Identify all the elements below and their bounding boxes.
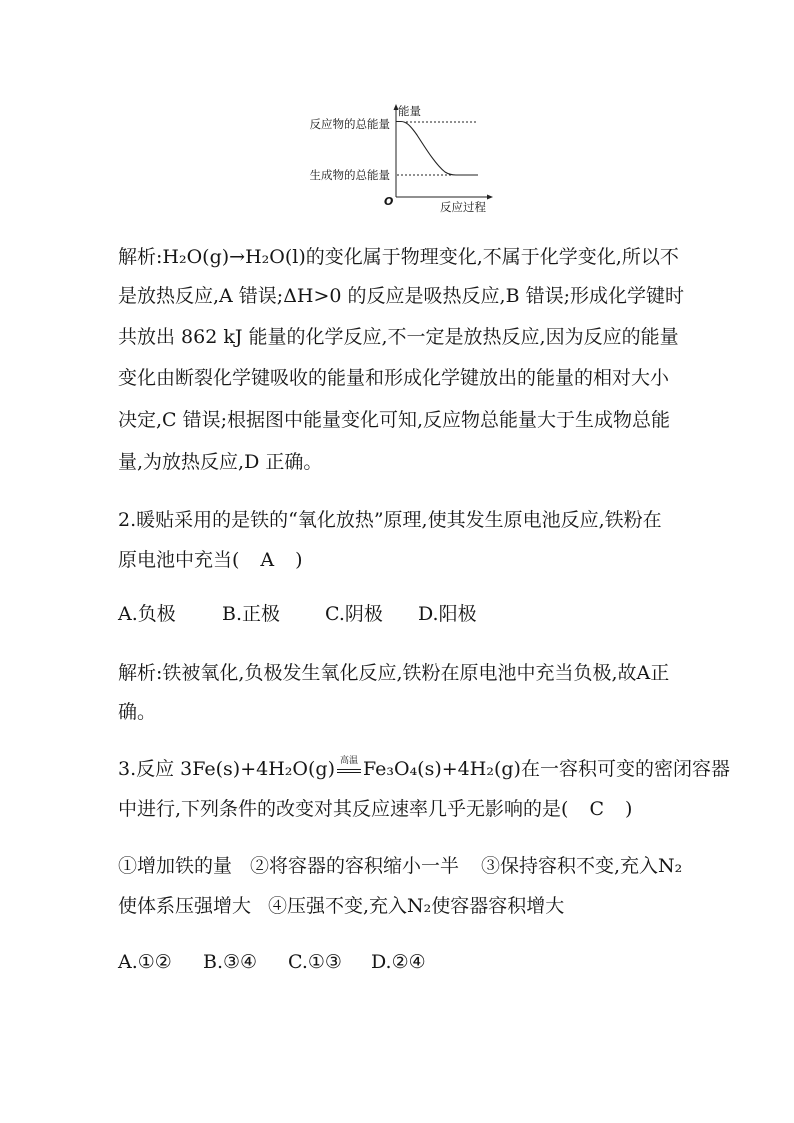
x-axis-label: 反应过程 xyxy=(440,200,486,214)
q3-condition-3-cont: 使体系压强增大 xyxy=(118,895,252,917)
energy-diagram xyxy=(300,100,500,220)
q2-option-b: B.正极 xyxy=(222,603,281,625)
q3-conditions-line-1 xyxy=(118,854,682,878)
q3-conditions-line-2 xyxy=(118,894,564,918)
q3-condition-1: ①增加铁的量 xyxy=(118,855,233,877)
q2-stem-line-1: 2.暖贴采用的是铁的“氧化放热”原理,使其发生原电池反应,铁粉在 xyxy=(118,509,662,531)
x-axis-arrow xyxy=(487,195,493,200)
q3-stem-line-2 xyxy=(118,797,632,821)
equals-bars xyxy=(337,769,361,773)
q2-stem-text: 原电池中充当( xyxy=(118,549,240,571)
origin-label: O xyxy=(384,195,394,208)
q3-reactants: 3.反应 3Fe(s)+4H₂O(g) xyxy=(118,758,335,780)
q3-condition-2: ②将容器的容积缩小一半 xyxy=(250,855,460,877)
q3-option-a: A.①② xyxy=(118,951,172,973)
q3-products: Fe₃O₄(s)+4H₂(g)在一容积可变的密闭容器 xyxy=(362,758,730,780)
q3-options xyxy=(118,950,426,974)
q3-option-c: C.①③ xyxy=(288,951,342,973)
reactant-energy-label: 反应物的总能量 xyxy=(309,117,390,131)
q3-reaction-equals-sign xyxy=(336,756,362,779)
q2-option-d: D.阳极 xyxy=(418,603,477,625)
q2-options xyxy=(118,602,477,626)
q2-stem-line-2 xyxy=(118,548,303,572)
q1-analysis-line-2: 是放热反应,A 错误;ΔH>0 的反应是吸热反应,B 错误;形成化学键时 xyxy=(118,285,684,307)
q1-analysis-line-6: 量,为放热反应,D 正确。 xyxy=(118,451,323,473)
y-axis-label: 能量 xyxy=(398,104,421,118)
energy-curve xyxy=(396,122,478,176)
q1-analysis-line-3: 共放出 862 kJ 能量的化学反应,不一定是放热反应,因为反应的能量 xyxy=(118,326,679,348)
q3-stem-close: ) xyxy=(625,798,633,820)
q2-stem-close: ) xyxy=(295,549,303,571)
q3-condition-4: ④压强不变,充入N₂使容器容积增大 xyxy=(268,895,565,917)
q1-analysis-line-5: 决定,C 错误;根据图中能量变化可知,反应物总能量大于生成物总能 xyxy=(118,409,671,431)
q1-analysis-line-4: 变化由断裂化学键吸收的能量和形成化学键放出的能量的相对大小 xyxy=(118,367,670,389)
q2-option-a: A.负极 xyxy=(118,603,176,625)
q2-analysis-line-1: 解析:铁被氧化,负极发生氧化反应,铁粉在原电池中充当负极,故A正 xyxy=(118,662,670,684)
q2-analysis-line-2: 确。 xyxy=(118,701,157,723)
q3-stem-line-1 xyxy=(118,757,730,781)
product-energy-label: 生成物的总能量 xyxy=(309,168,390,182)
q3-reaction-condition: 高温 xyxy=(339,756,358,766)
q3-option-b: B.③④ xyxy=(203,951,258,973)
q3-condition-3: ③保持容积不变,充入N₂ xyxy=(481,855,683,877)
q3-option-d: D.②④ xyxy=(371,951,426,973)
q2-answer: A xyxy=(260,549,275,571)
q3-stem-text: 中进行,下列条件的改变对其反应速率几乎无影响的是( xyxy=(118,798,569,820)
q1-analysis-line-1: 解析:H₂O(g)→H₂O(l)的变化属于物理变化,不属于化学变化,所以不 xyxy=(118,246,679,268)
q2-option-c: C.阴极 xyxy=(325,603,383,625)
q3-answer: C xyxy=(589,798,605,820)
